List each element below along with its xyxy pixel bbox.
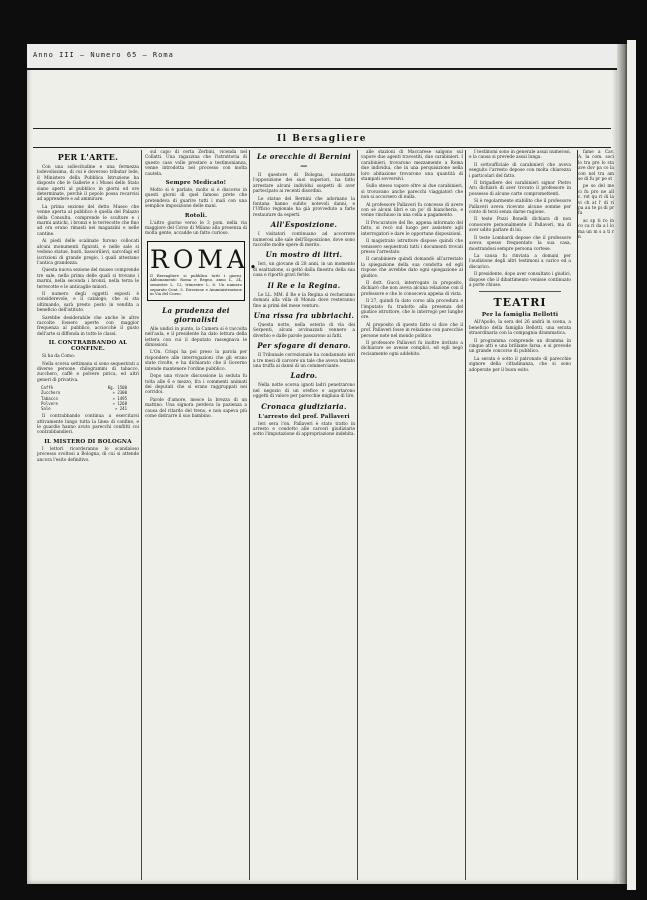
masthead-top-rule <box>33 128 611 129</box>
article-paragraph: Dopo una vivace discussione la seduta fu tolta alle 6 e mezzo, fra i commenti animati dei deputati che si erano raggruppati nei corridoi. <box>145 374 247 396</box>
article-paragraph: Si ha da Como: <box>42 354 76 360</box>
article-subheading: IL MISTERO DI BOLOGNA <box>44 438 132 445</box>
article-paragraph: Le statue del Bernini che adornano la fontana hanno subito notevoli danni, e l'Ufficio regionale ha già provveduto a farle restaurare da esperti. <box>253 196 355 218</box>
article-paragraph: Il presidente, dopo aver consultato i giudici, dispose che il dibattimento venisse continuato a porte chiuse. <box>469 272 571 288</box>
masthead-bottom-rule <box>33 147 611 148</box>
article-paragraph: Al proposito di questo fatto si dice che il prof. Pallaveri fosse in relazione con parecchie persone note nel mondo politico. <box>361 322 463 339</box>
article-heading: Ladro. <box>290 371 318 381</box>
article-paragraph: Il 27, quindi fu dato corso alla procedura e l'imputato fu tradotto alla presenza del giudice istruttore, che lo interrogò per lunghe ore. <box>361 299 463 321</box>
article-paragraph: Il programma comprende un dramma in cinque atti e una brillante farsa, e si prevede un grande concorso di pubblico. <box>469 338 571 355</box>
table-cell-amount: » 1268 <box>112 400 127 406</box>
article-paragraph: fame a Cav. A. la com. soci lo tra pre lo sta ave dov pa co la con nel tra am se di fu pr pe st <box>578 150 614 183</box>
table-cell-item: Caffè <box>41 385 54 391</box>
article-paragraph: Con una sollecitudine e una fermezza lodevolissima, di cui è doveroso tributar lode, il Ministero della Pubblica Istruzione ha disposto che le Gallerie e i Musei dello Stato siano aperti al pubblico in giorni ed ore determinate, perchè il popolo possa recarvisi ad apprendere e ad ammirare. <box>37 165 139 203</box>
article-paragraph: I testimoni sono in generale assai numerosi, e la causa si prevede assai lunga. <box>469 150 571 161</box>
article-paragraph: Il contrabbando continua a esercitarsi attivamente lungo tutta la linea di confine, e le guardie hanno avuto parecchi conflitti coi contrabbandieri. <box>37 414 139 436</box>
article-heading: All'Esposizione. <box>270 220 338 230</box>
article-subheading: Sempre Medicato! <box>165 180 227 187</box>
article-paragraph: Questa nuova sezione del museo comprende tre sale, nella prima delle quali si trovano i marmi, nella seconda i bronzi, nella terza le terrecotte e le anticaglie minori. <box>37 268 139 290</box>
table-cell-item: Zucchero <box>41 390 61 396</box>
article-paragraph: La causa fu rinviata a domani per l'audizione degli altri testimoni a carico ed a discarico. <box>469 253 571 270</box>
article-paragraph: Il sottoufficiale di carabinieri che aveva eseguito l'arresto depose con molta chiarezza i particolari del fatto. <box>469 162 571 179</box>
article-paragraph: Il questore di Bologna, nonostante l'opposizione dei suoi superiori, ha fatto arrestare alcuni individui sospetti di aver partecipato ai recenti disordini. <box>253 173 355 195</box>
column-6-cut <box>577 150 614 880</box>
article-paragraph: Le LL. MM. il Re e la Regina si recheranno domani alla villa di Monza dove resteranno fino ai primi del mese venturo. <box>253 292 355 309</box>
article-paragraph: Nella scorsa settimana si sono sequestrati a diverse persone chilogrammi di tabacco, zucchero, caffè e polvere pirica, ed altri generi di privativa. <box>37 361 139 383</box>
article-heading: Per sfogare di denaro. <box>257 341 351 351</box>
article-paragraph: Il magistrato istruttore dispose quindi che venissero sequestrati tutti i documenti trovati presso l'arrestato. <box>361 239 463 255</box>
table-cell-item: Polvere <box>41 400 58 406</box>
article-paragraph: La serata è sotto il patronato di parecchie signore della cittadinanza, che si sono adoperate per il buon esito. <box>469 356 571 373</box>
article-paragraph: L'On. Crispi ha poi preso la parola per rispondere alle interrogazioni che gli erano state rivolte, e ha dichiarato che il Governo intende mantenere l'ordine pubblico. <box>145 350 247 372</box>
issue-line: Anno III — Numero 65 — Roma <box>33 51 174 59</box>
table-cell-amount: » 1495 <box>112 395 127 401</box>
article-paragraph: Il teste Lombardi depose che il professore aveva spesso frequentato la sua casa, mostrandosi sempre persona cortese. <box>469 235 571 252</box>
article-paragraph: Il Tribunale correzionale ha condannato ieri a tre mesi di carcere un tale che aveva tentato una truffa ai danni di un commerciante. <box>253 353 355 369</box>
masthead-title: Il Bersagliere <box>276 134 368 144</box>
article-paragraph: Questa notte, nella osteria di via dei Serpenti, alcuni avvinazzati vennero a diverbio e dalle parole passarono ai fatti. <box>253 322 355 339</box>
article-paragraph: I lettori ricorderanno lo scandaloso processo svoltosi a Bologna, di cui si attende ancora l'esito definitivo. <box>37 446 139 463</box>
article-paragraph: Parole d'amore, mesce la brezza di un mattino. Una signora perdeva la pazienza a causa del ritardo del treno, e non sapeva più come distrarre il suo bambino. <box>145 397 247 419</box>
column-2 <box>145 150 261 880</box>
table-cell-amount: Kg. 1500 <box>107 385 127 391</box>
column-divider <box>357 150 358 880</box>
article-paragraph: Il Procuratore del Re, appena informato del fatto, si recò sul luogo per assistere agli interrogatori e dare le opportune disposizioni. <box>361 220 463 237</box>
column-3 <box>253 150 355 880</box>
article-paragraph: Il teste Pozzi Bonelli dichiara di non conoscere personalmente il Pallaveri, ma di aver udito parlare di lui. <box>469 217 571 234</box>
article-heading: Un mostro di litri. <box>265 250 343 260</box>
section-divider <box>479 291 561 292</box>
article-paragraph: Ieri, un giovane di 28 anni, in un momento di esaltazione, si gettò dalla finestra della sua casa e riportò gravi ferite. <box>253 262 355 279</box>
column-divider <box>141 150 142 880</box>
column-1 <box>37 150 139 880</box>
article-paragraph: Il brigadiere dei carabinieri signor Pietro Aru dichiarò di aver trovato il professore in possesso di alcune carte compromettenti. <box>469 181 571 197</box>
article-paragraph: Si è regolarmente stabilito che il professore Pallaveri aveva ricevuto alcune somme per conto di terzi senza darne ragione. <box>469 199 571 216</box>
article-paragraph: L'altro giorno verso le 3 pom. nella via maggiore del Corso di Milano alla presenza di molta gente, accadde un fatto curioso. <box>145 220 247 237</box>
roma-section-banner <box>147 241 261 301</box>
table-row <box>41 406 127 411</box>
article-paragraph: Ieri sera l'on. Pallaveri è stato tratto in arresto e condotto alle carceri giudiziarie sotto l'imputazione di appropriazione indebita. <box>253 421 355 438</box>
seizure-table <box>41 385 139 411</box>
article-subheading: IL CONTRABBANDO AL CONFINE. <box>48 340 128 353</box>
article-paragraph: pe so del me ci fu pro ne all c. rot qu ri di la vi ch at l' di ri pa au te pi di pr fu <box>578 184 614 217</box>
article-paragraph: Sarebbe desiderabile che anche le altre raccolte fossero aperte con maggior frequenza al pubblico, acciocchè il gusto dell'arte si diffonda in tutte le classi. <box>37 315 139 337</box>
column-divider <box>465 150 466 880</box>
article-paragraph: Il dott. Gucci, interrogato in proposito, dichiarò che non aveva alcuna relazione con il professore e che lo conosceva appena di vista. <box>361 280 463 297</box>
article-heading: Le orecchie di Bernini — <box>257 152 351 170</box>
article-paragraph: Ai piedi delle scalinate furono collocati alcuni monumenti figurati, e nelle sale si vedono statue, busti, bassorilievi, sarcofagi ed iscrizioni di grande pregio, i quali attestano l'antica grandezza. <box>37 239 139 266</box>
article-paragraph: I visitatori continuano ad accorrere numerosi alle sale dell'Esposizione, dove sono raccolte molte opere di merito. <box>253 232 355 249</box>
article-subheading: Per la famiglia Bellotti <box>481 312 559 319</box>
article-heading: Una rissa fra ubbriachi. <box>253 310 355 320</box>
table-cell-amount: » 241 <box>114 406 127 412</box>
article-paragraph: Nella notte scorsa ignoti ladri penetrarono nel negozio di un orefice e asportarono oggetti di valore per parecchie migliaia di lire. <box>253 383 355 400</box>
article-paragraph: ac sp ti ro in co ca ri da a l lo ma un m s a ti r n <box>578 218 614 241</box>
article-subheading: Rotoli. <box>184 212 208 219</box>
column-4 <box>361 150 463 880</box>
article-paragraph: Sullo stesso vapore oltre ai due carabinieri, si trovavano anche parecchi viaggiatori che non si accorsero di nulla. <box>361 184 463 201</box>
article-paragraph: All'Apollo, la sera del 26 andrà in scena, a beneficio della famiglia Bellotti, una serata straordinaria con la compagnia drammatica. <box>469 320 571 337</box>
article-paragraph: La prima sezione del detto Museo che venne aperta al pubblico è quella del Palazzo della Consulta, comprende le sculture e i marmi antichi, i bronzi e le terrecotte che fino ad ora erano rimasti nei magazzini e nelle cantine. <box>37 204 139 237</box>
column-divider <box>249 150 250 880</box>
column-5 <box>469 150 571 880</box>
article-paragraph: Il professore Pallaveri fu inoltre invitato a dichiarare se avesse complici, ed egli negò recisamente ogni addebito. <box>361 341 463 357</box>
roma-title: ROMA. <box>150 244 261 274</box>
table-cell-amount: » 2300 <box>112 390 127 396</box>
subscription-notice: Il Bersagliere si pubblica tutti i giorni. Abbonamenti: Roma e Regno, anno L. 24, semestre L. 12, trimestre L. 6. Un numero separato Cent. 5. Direzione e Amministrazione in Via del Corso. <box>150 272 242 297</box>
article-heading: Il Re e la Regina. <box>267 280 341 290</box>
teatri-heading: TEATRI <box>493 296 547 310</box>
article-paragraph: Il carabiniere quindi domandò all'arrestato la spiegazione della sua condotta ed egli rispose che avrebbe dato ogni spiegazione al giudice. <box>361 257 463 279</box>
newspaper-page <box>27 44 617 884</box>
article-paragraph: sul capo di certa Zerbini, vicenda nel Collatti. Una ragazzina che l'istruttoria di questo caso volle prestare a testimonianza, venne introdotta nel processo con molta cautela. <box>145 150 247 177</box>
next-page-edge <box>627 40 636 890</box>
article-paragraph: Al professore Pallaveri fu concesso di avere con sè alcuni libri e un po' di biancheria, e venne rinchiuso in una cella a pagamento. <box>361 202 463 219</box>
article-heading: La prudenza dei giornalisti <box>162 305 230 324</box>
article-subheading: L'arresto del prof. Pallaveri <box>258 413 350 420</box>
article-heading: Cronaca giudiziaria. <box>261 401 347 411</box>
article-paragraph: Molto si è parlato, molto si è discorso in questi giorni di quel famoso prete che pretendeva di guarire tutti i mali con una semplice imposizione delle mani. <box>145 188 247 210</box>
article-heading: PER L'ARTE. <box>57 152 119 162</box>
table-cell-item: Tabacco <box>41 395 58 401</box>
article-paragraph: Alle undici in punto, la Camera si è raccolta nell'aula, e il presidente ha dato lettura della lettera con cui il deputato rassegnava le dimissioni. <box>145 326 247 349</box>
page-header-strip <box>27 44 617 70</box>
article-paragraph: Il numero degli oggetti esposti è considerevole, e il catalogo, che si sta ultimando, sarà presto posto in vendita a beneficio dell'istituto. <box>37 291 139 314</box>
table-cell-item: Sale <box>41 406 51 412</box>
article-paragraph: alle stazioni di Maccarese salgono sul vapore due agenti travestiti, due carabinieri. I carabinieri, trovarono mezzamente a Roma due individui, che in una perquisizione nella loro abitazione trovarono una quantità di stampati sovversivi. <box>361 150 463 183</box>
